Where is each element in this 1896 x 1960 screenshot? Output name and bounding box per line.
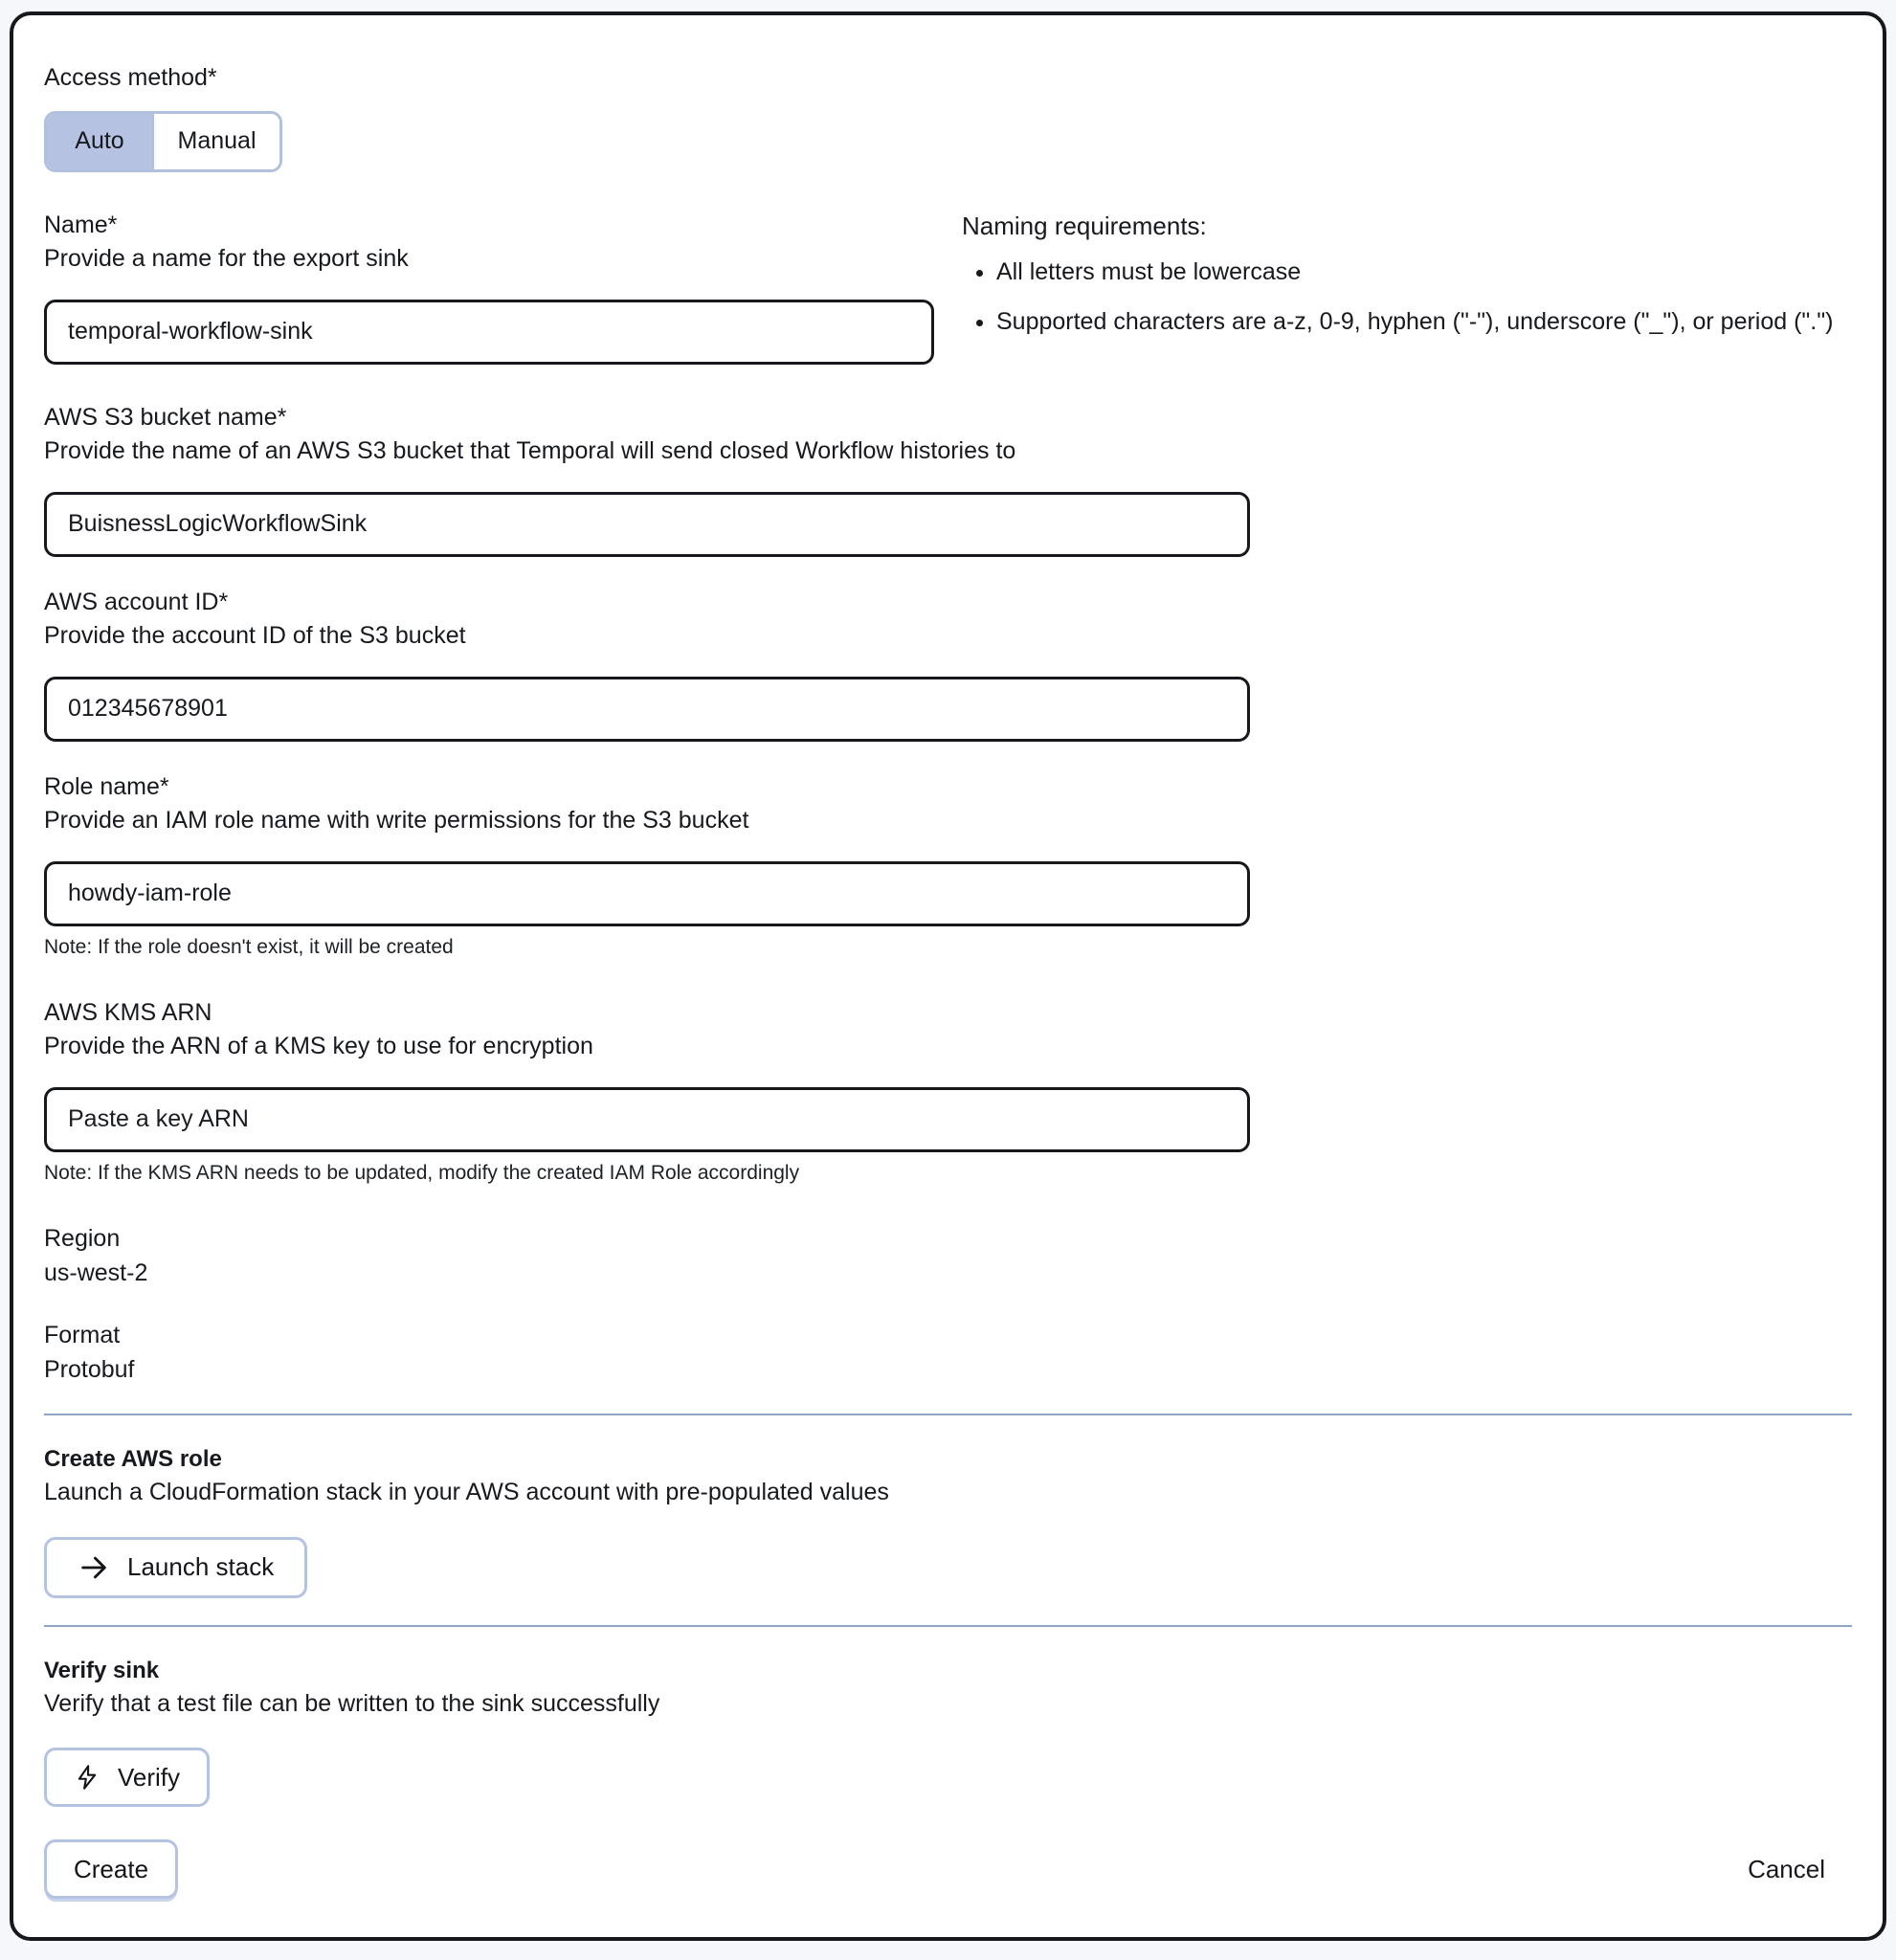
lightning-bolt-icon bbox=[74, 1763, 100, 1792]
verify-button[interactable] bbox=[44, 1748, 210, 1807]
role-name-input[interactable] bbox=[44, 861, 1250, 926]
role-name-note: Note: If the role doesn't exist, it will be created bbox=[44, 935, 454, 958]
access-method-label: Access method* bbox=[44, 64, 217, 91]
export-sink-form-card bbox=[10, 11, 1886, 1941]
format-label: Format bbox=[44, 1322, 121, 1349]
region-group bbox=[44, 1224, 1852, 1288]
s3-bucket-description: Provide the name of an AWS S3 bucket that Temporal will send closed Workflow histories to bbox=[44, 437, 1016, 464]
role-name-label: Role name* bbox=[44, 772, 169, 800]
kms-arn-note: Note: If the KMS ARN needs to be updated, modify the created IAM Role accordingly bbox=[44, 1161, 800, 1184]
name-description: Provide a name for the export sink bbox=[44, 245, 409, 272]
name-input[interactable] bbox=[44, 300, 934, 365]
kms-arn-description: Provide the ARN of a KMS key to use for encryption bbox=[44, 1033, 593, 1060]
s3-bucket-input[interactable] bbox=[44, 492, 1250, 557]
create-button-label: Create bbox=[74, 1854, 149, 1883]
create-role-title: Create AWS role bbox=[44, 1446, 222, 1473]
divider bbox=[44, 1414, 1852, 1415]
access-method-toggle bbox=[44, 111, 282, 172]
kms-arn-input[interactable] bbox=[44, 1087, 1250, 1152]
kms-arn-field-group bbox=[44, 998, 1852, 1186]
kms-arn-label: AWS KMS ARN bbox=[44, 998, 212, 1026]
name-field-group bbox=[44, 211, 934, 365]
divider bbox=[44, 1625, 1852, 1627]
access-method-option-manual[interactable]: Manual bbox=[152, 114, 279, 169]
s3-bucket-field-group bbox=[44, 403, 1852, 557]
s3-bucket-label: AWS S3 bucket name* bbox=[44, 403, 287, 431]
naming-requirements-list bbox=[962, 255, 1852, 340]
footer-actions bbox=[44, 1839, 1852, 1899]
name-row bbox=[44, 211, 1852, 365]
naming-rule: • Supported characters are a-z, 0-9, hyphen ("-"), underscore ("_"), or period (".") bbox=[996, 304, 1852, 341]
account-id-description: Provide the account ID of the S3 bucket bbox=[44, 622, 466, 649]
naming-requirements-title: Naming requirements: bbox=[962, 211, 1207, 240]
launch-stack-button[interactable] bbox=[44, 1537, 307, 1598]
account-id-input[interactable] bbox=[44, 677, 1250, 742]
create-role-description: Launch a CloudFormation stack in your AWS account with pre-populated values bbox=[44, 1479, 889, 1506]
access-method-option-auto[interactable]: Auto bbox=[47, 114, 152, 169]
name-label: Name* bbox=[44, 211, 118, 238]
role-name-field-group bbox=[44, 772, 1852, 960]
arrow-right-icon bbox=[78, 1551, 110, 1584]
verify-sink-title: Verify sink bbox=[44, 1657, 160, 1683]
create-button[interactable] bbox=[44, 1839, 178, 1899]
naming-rule: • All letters must be lowercase bbox=[996, 255, 1852, 291]
cancel-button[interactable]: Cancel bbox=[1748, 1854, 1825, 1883]
verify-sink-description: Verify that a test file can be written to the sink successfully bbox=[44, 1689, 660, 1717]
launch-stack-button-label: Launch stack bbox=[127, 1552, 275, 1582]
format-value: Protobuf bbox=[44, 1355, 135, 1383]
format-group bbox=[44, 1321, 1852, 1385]
region-value: us-west-2 bbox=[44, 1258, 148, 1286]
account-id-field-group bbox=[44, 588, 1852, 742]
account-id-label: AWS account ID* bbox=[44, 588, 229, 615]
name-column bbox=[44, 211, 934, 365]
role-name-description: Provide an IAM role name with write permissions for the S3 bucket bbox=[44, 807, 749, 834]
verify-button-label: Verify bbox=[118, 1762, 181, 1792]
naming-requirements bbox=[962, 211, 1852, 354]
region-label: Region bbox=[44, 1225, 121, 1253]
